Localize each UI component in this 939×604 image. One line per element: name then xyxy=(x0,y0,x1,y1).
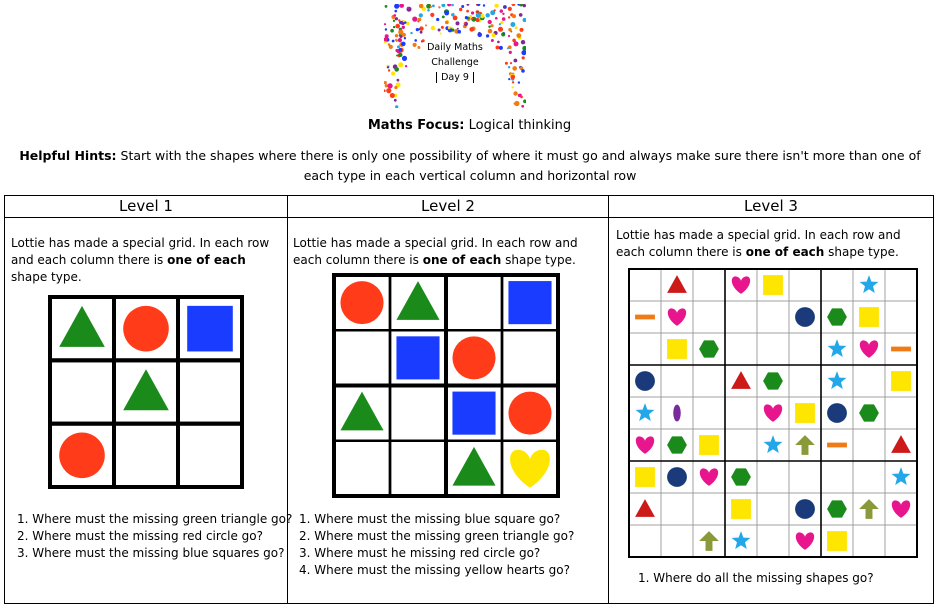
confetti-dot xyxy=(465,16,468,19)
grid-cell xyxy=(725,301,757,333)
confetti-dot xyxy=(508,28,511,31)
confetti-dot xyxy=(519,13,523,17)
level-2-title: Level 2 xyxy=(421,197,475,215)
level-2-intro: Lottie has made a special grid. In each row and each column there is one of each shape type. xyxy=(293,236,578,267)
confetti-dot xyxy=(457,30,461,34)
pink-heart xyxy=(860,340,878,357)
pink-heart xyxy=(636,436,654,453)
confetti-dot xyxy=(461,5,464,8)
navy-circle xyxy=(667,467,687,487)
confetti-dot xyxy=(410,32,412,34)
confetti-dot xyxy=(384,23,386,25)
helpful-hints xyxy=(14,146,926,186)
confetti-dot xyxy=(432,5,435,8)
grid-cell xyxy=(661,493,693,525)
grid-cell xyxy=(693,301,725,333)
confetti-dot xyxy=(500,9,503,12)
confetti-dot xyxy=(394,99,397,102)
confetti-dot xyxy=(386,88,391,93)
grid-cell xyxy=(629,269,661,301)
grid-cell xyxy=(661,365,693,397)
grid-cell xyxy=(178,424,242,487)
grid-cell xyxy=(757,493,789,525)
confetti-dot xyxy=(508,16,510,18)
confetti-dot xyxy=(523,4,526,7)
confetti-dot xyxy=(430,13,434,17)
blue-square xyxy=(452,392,495,435)
grid-cell xyxy=(821,269,853,301)
red-circle xyxy=(59,433,105,479)
purple-oval xyxy=(673,405,681,422)
confetti-dot xyxy=(477,4,481,6)
blue-star xyxy=(732,531,751,549)
confetti-dot xyxy=(520,28,524,32)
grid-cell xyxy=(725,397,757,429)
olive-arrow xyxy=(699,531,719,551)
grid-cell xyxy=(693,397,725,429)
logo-line-1: Daily Maths xyxy=(427,42,483,53)
blue-star xyxy=(828,339,847,357)
yellow-square xyxy=(667,339,687,359)
confetti-dot xyxy=(510,22,515,27)
confetti-dot xyxy=(438,29,441,32)
confetti-dot xyxy=(399,34,401,36)
level-1-title: Level 1 xyxy=(119,197,173,215)
navy-circle xyxy=(827,403,847,423)
grid-cell xyxy=(178,360,242,423)
grid-cell xyxy=(725,429,757,461)
confetti-dot xyxy=(390,93,395,98)
grid-cell xyxy=(757,461,789,493)
confetti-dot xyxy=(431,26,435,30)
confetti-dot xyxy=(416,28,419,31)
grid-cell xyxy=(390,386,446,441)
grid-cell xyxy=(853,365,885,397)
pink-heart xyxy=(668,308,686,325)
confetti-dot xyxy=(398,30,403,35)
confetti-dot xyxy=(504,6,506,8)
confetti-dot xyxy=(467,4,470,6)
yellow-square xyxy=(699,435,719,455)
grid-cell xyxy=(853,429,885,461)
green-triangle xyxy=(123,369,169,410)
confetti-dot xyxy=(494,9,496,11)
confetti-dot xyxy=(469,27,474,32)
navy-circle xyxy=(795,307,815,327)
confetti-dot xyxy=(521,105,524,108)
confetti-dot xyxy=(451,4,454,6)
grid-cell xyxy=(334,330,390,385)
pink-heart xyxy=(764,404,782,421)
question: 4. Where must the missing yellow hearts go? xyxy=(299,563,570,577)
confetti-dot xyxy=(451,13,454,16)
confetti-dot xyxy=(508,35,510,37)
level-2-questions xyxy=(299,511,574,579)
yellow-heart xyxy=(510,450,550,488)
blue-square xyxy=(508,281,551,324)
grid-cell xyxy=(757,301,789,333)
confetti-dot xyxy=(456,21,460,25)
confetti-dot xyxy=(495,17,498,20)
confetti-dot xyxy=(494,4,498,8)
pink-heart xyxy=(892,500,910,517)
grid-cell xyxy=(757,525,789,557)
confetti-dot xyxy=(412,17,417,22)
grid-cell xyxy=(789,333,821,365)
navy-circle xyxy=(635,371,655,391)
yellow-square xyxy=(827,531,847,551)
yellow-square xyxy=(763,275,783,295)
grid-cell xyxy=(885,397,917,429)
yellow-square xyxy=(859,307,879,327)
grid-cell xyxy=(629,525,661,557)
orange-bar xyxy=(827,443,847,448)
confetti-dot xyxy=(464,22,466,24)
maths-focus-value: Logical thinking xyxy=(468,118,572,133)
grid-cell xyxy=(853,525,885,557)
confetti-dot xyxy=(508,7,512,11)
level-1-grid xyxy=(48,295,244,489)
green-triangle xyxy=(452,447,495,486)
daily-maths-challenge-logo xyxy=(384,4,526,108)
red-triangle xyxy=(891,435,911,453)
confetti-dot xyxy=(384,89,386,92)
blue-star xyxy=(892,467,911,485)
confetti-dot xyxy=(459,8,462,11)
confetti-dot xyxy=(442,4,446,7)
question: 3. Where must the missing blue squares go? xyxy=(17,546,285,560)
confetti-dot xyxy=(430,6,432,8)
column-divider xyxy=(608,196,609,603)
confetti-dot xyxy=(436,18,439,21)
hints-text: Start with the shapes where there is only one possibility of where it must go and always make sure there isn't more than one of each type in each vertical column and horizontal row xyxy=(120,148,921,183)
confetti-dot xyxy=(488,26,490,28)
confetti-dot xyxy=(518,94,521,97)
confetti-dot xyxy=(385,5,388,8)
grid-cell xyxy=(853,461,885,493)
confetti-dot xyxy=(440,33,442,35)
blue-star xyxy=(764,435,783,453)
green-hexagon xyxy=(763,372,783,389)
confetti-dot xyxy=(385,28,387,30)
red-circle xyxy=(452,336,495,379)
maths-focus xyxy=(0,118,939,133)
level-1-questions xyxy=(17,511,292,562)
grid-cell xyxy=(390,441,446,496)
confetti-dot xyxy=(512,86,514,88)
confetti-dot xyxy=(466,10,469,13)
question: 2. Where must the missing green triangle go? xyxy=(299,529,575,543)
green-hexagon xyxy=(731,468,751,485)
green-triangle xyxy=(396,281,439,320)
blue-star xyxy=(828,371,847,389)
grid-cell xyxy=(821,461,853,493)
blue-square xyxy=(187,306,233,352)
grid-cell xyxy=(789,365,821,397)
confetti-dot xyxy=(447,4,451,6)
confetti-dot xyxy=(419,13,423,17)
confetti-dot xyxy=(471,11,474,14)
confetti-dot xyxy=(512,14,516,18)
confetti-dot xyxy=(515,26,518,29)
confetti-dot xyxy=(492,33,496,37)
grid-cell xyxy=(885,525,917,557)
confetti-dot xyxy=(395,34,398,37)
grid-cell xyxy=(114,424,178,487)
level-3-questions xyxy=(638,570,874,587)
green-hexagon xyxy=(827,308,847,325)
grid-cell xyxy=(789,461,821,493)
confetti-dot xyxy=(514,101,519,106)
red-triangle xyxy=(667,275,687,293)
maths-focus-label: Maths Focus: xyxy=(367,118,465,133)
grid-cell xyxy=(629,333,661,365)
confetti-dot xyxy=(519,4,522,7)
blue-star xyxy=(860,275,879,293)
confetti-dot xyxy=(513,91,517,95)
green-hexagon xyxy=(667,436,687,453)
confetti-dot xyxy=(523,100,526,104)
confetti-dot xyxy=(448,27,451,30)
green-hexagon xyxy=(859,404,879,421)
confetti-dot xyxy=(512,4,516,6)
pink-heart xyxy=(732,276,750,293)
logo-line-3: Day 9 xyxy=(384,70,526,85)
green-triangle xyxy=(59,306,105,347)
blue-star xyxy=(636,403,655,421)
header-divider xyxy=(5,217,933,218)
confetti-dot xyxy=(477,33,482,38)
red-circle xyxy=(508,392,551,435)
confetti-dot xyxy=(483,4,485,6)
grid-cell xyxy=(50,360,114,423)
confetti-dot xyxy=(398,19,400,21)
confetti-dot xyxy=(438,6,440,8)
yellow-square xyxy=(891,371,911,391)
red-triangle xyxy=(635,499,655,517)
grid-cell xyxy=(502,330,558,385)
grid-cell xyxy=(885,269,917,301)
level-1-intro: Lottie has made a special grid. In each row and each column there is one of each shape type. xyxy=(11,236,270,284)
confetti-dot xyxy=(516,33,521,38)
confetti-dot xyxy=(390,29,394,33)
confetti-dot xyxy=(444,11,449,16)
question: 1. Where must the missing green triangle go? xyxy=(17,512,293,526)
confetti-dot xyxy=(394,4,399,9)
green-hexagon xyxy=(699,340,719,357)
pink-heart xyxy=(796,532,814,549)
question: 3. Where must he missing red circle go? xyxy=(299,546,541,560)
confetti-dot xyxy=(502,13,504,15)
green-hexagon xyxy=(827,500,847,517)
red-circle xyxy=(340,281,383,324)
grid-cell xyxy=(693,365,725,397)
olive-arrow xyxy=(859,499,879,519)
grid-cell xyxy=(725,333,757,365)
confetti-dot xyxy=(394,14,397,17)
navy-circle xyxy=(795,499,815,519)
confetti-dot xyxy=(442,16,445,19)
confetti-dot xyxy=(490,24,493,27)
confetti-dot xyxy=(441,26,444,29)
confetti-dot xyxy=(427,9,430,12)
confetti-dot xyxy=(393,26,395,28)
yellow-square xyxy=(731,499,751,519)
confetti-dot xyxy=(395,10,398,13)
confetti-dot xyxy=(486,34,489,37)
confetti-dot xyxy=(488,20,492,24)
confetti-dot xyxy=(393,20,395,22)
levels-table xyxy=(4,195,934,604)
orange-bar xyxy=(635,315,655,320)
red-circle xyxy=(123,306,169,352)
grid-cell xyxy=(661,525,693,557)
grid-cell xyxy=(789,269,821,301)
olive-arrow xyxy=(795,435,815,455)
logo-line-2: Challenge xyxy=(431,57,479,68)
confetti-dot xyxy=(394,86,397,89)
confetti-dot xyxy=(418,18,422,22)
blue-square xyxy=(396,336,439,379)
confetti-dot xyxy=(488,29,493,34)
level-3-title: Level 3 xyxy=(744,197,798,215)
green-triangle xyxy=(340,392,383,431)
pink-heart xyxy=(700,468,718,485)
grid-cell xyxy=(446,275,502,330)
grid-cell xyxy=(693,269,725,301)
confetti-dot xyxy=(471,18,473,20)
hints-label: Helpful Hints: xyxy=(19,148,117,163)
confetti-dot xyxy=(476,13,481,18)
yellow-square xyxy=(795,403,815,423)
confetti-dot xyxy=(399,4,404,8)
confetti-dot xyxy=(486,13,490,17)
confetti-dot xyxy=(445,21,449,25)
confetti-dot xyxy=(395,24,400,29)
confetti-dot xyxy=(406,22,410,26)
grid-cell xyxy=(693,493,725,525)
grid-cell xyxy=(334,441,390,496)
level-2-grid xyxy=(332,273,560,498)
confetti-dot xyxy=(420,31,423,34)
confetti-dot xyxy=(523,18,527,22)
confetti-dot xyxy=(425,24,427,26)
confetti-dot xyxy=(395,105,398,108)
confetti-dot xyxy=(498,27,503,32)
level-3-grid xyxy=(628,268,918,558)
orange-bar xyxy=(891,347,911,352)
confetti-dot xyxy=(403,20,405,22)
confetti-dot xyxy=(402,26,405,29)
yellow-square xyxy=(635,467,655,487)
question: 1. Where must the missing blue square go? xyxy=(299,512,561,526)
grid-cell xyxy=(885,301,917,333)
question: 1. Where do all the missing shapes go? xyxy=(638,571,874,585)
grid-cell xyxy=(757,333,789,365)
confetti-dot xyxy=(502,17,506,21)
confetti-dot xyxy=(477,11,479,13)
confetti-dot xyxy=(499,23,501,25)
confetti-dot xyxy=(469,15,472,18)
level-3-intro: Lottie has made a special grid. In each row and each column there is one of each shape type. xyxy=(616,228,901,259)
confetti-dot xyxy=(503,32,505,34)
confetti-dot xyxy=(407,7,409,9)
question: 2. Where must the missing red circle go? xyxy=(17,529,263,543)
red-triangle xyxy=(731,371,751,389)
